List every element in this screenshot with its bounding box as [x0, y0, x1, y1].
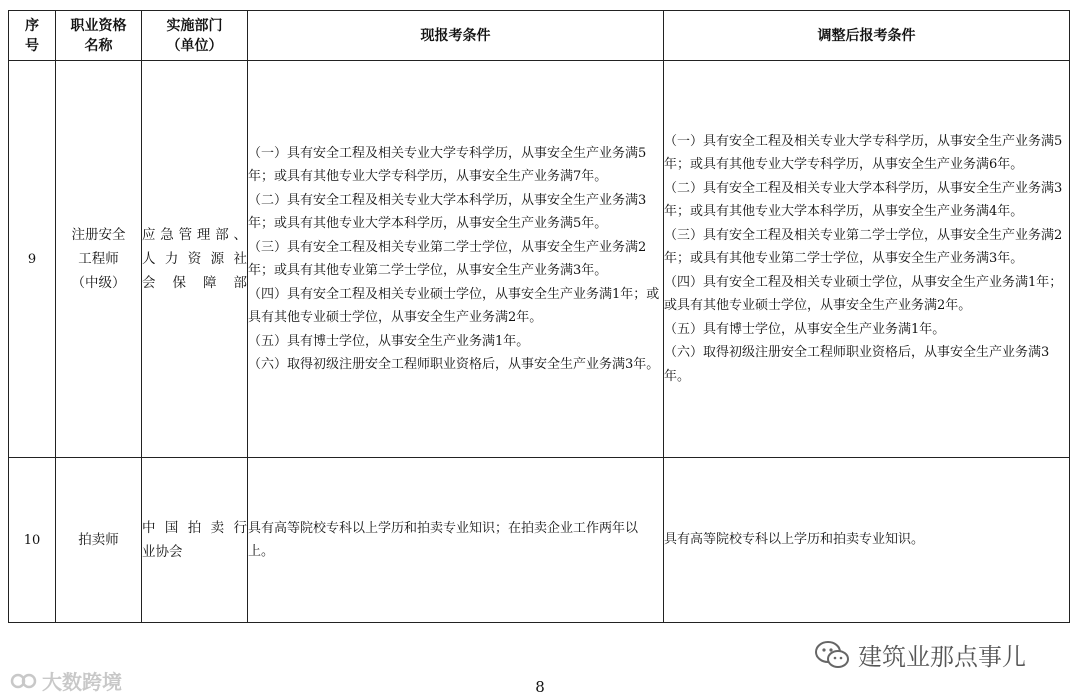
condition-item: （五）具有博士学位，从事安全生产业务满1年。: [664, 321, 946, 337]
condition-item: （二）具有安全工程及相关专业大学本科学历，从事安全生产业务满3年；或具有其他专业大学本科学历，从事安全生产业务满5年。: [248, 192, 647, 231]
row-qualification: 拍卖师: [56, 458, 142, 623]
condition-item: （四）具有安全工程及相关专业硕士学位，从事安全生产业务满1年；或具有其他专业硕士学位，从事安全生产业务满2年。: [664, 274, 1063, 314]
wechat-account-name: 建筑业那点事儿: [858, 643, 1026, 671]
header-qualification: 职业资格 名称: [56, 11, 142, 61]
condition-item: 具有高等院校专科以上学历和拍卖专业知识；在拍卖企业工作两年以上。: [248, 520, 639, 559]
condition-item: （一）具有安全工程及相关专业大学专科学历，从事安全生产业务满5年；或具有其他专业大学专科学历，从事安全生产业务满6年。: [664, 133, 1063, 173]
row-department: 中国拍卖行 业协会: [142, 458, 248, 623]
condition-item: （五）具有博士学位，从事安全生产业务满1年。: [248, 333, 530, 349]
row-seq: 10: [9, 458, 56, 623]
table-row: [9, 61, 1070, 458]
condition-item: （二）具有安全工程及相关专业大学本科学历，从事安全生产业务满3年；或具有其他专业大学本科学历，从事安全生产业务满4年。: [664, 180, 1063, 220]
condition-item: （六）取得初级注册安全工程师职业资格后，从事安全生产业务满3年。: [664, 345, 1050, 384]
qualification-table: [8, 10, 1070, 623]
wechat-watermark: [814, 637, 1026, 672]
row-adjusted-conditions: [664, 458, 1070, 623]
header-adjusted-conditions: 调整后报考条件: [664, 11, 1070, 61]
page-number: 8: [535, 678, 545, 696]
condition-item: （四）具有安全工程及相关专业硕士学位，从事安全生产业务满1年；或具有其他专业硕士学位，从事安全生产业务满2年。: [248, 286, 660, 325]
source-label: 大数跨境: [42, 670, 122, 694]
header-seq: 序 号: [9, 11, 56, 61]
table-header-row: [9, 11, 1070, 61]
wechat-icon: [814, 640, 850, 670]
table-row: [9, 458, 1070, 623]
header-current-conditions: 现报考条件: [248, 11, 664, 61]
row-adjusted-conditions: [664, 61, 1070, 458]
header-department: 实施部门 （单位）: [142, 11, 248, 61]
row-current-conditions: [248, 61, 664, 458]
row-seq: 9: [9, 61, 56, 458]
condition-item: （一）具有安全工程及相关专业大学专科学历，从事安全生产业务满5年；或具有其他专业大学专科学历，从事安全生产业务满7年。: [248, 145, 647, 184]
condition-item: （三）具有安全工程及相关专业第二学士学位，从事安全生产业务满2年；或具有其他专业第二学士学位，从事安全生产业务满3年。: [664, 227, 1063, 267]
row-current-conditions: [248, 458, 664, 623]
row-department: 应急管理部、 人力资源社 会保障部: [142, 61, 248, 458]
row-qualification: 注册安全 工程师 （中级）: [56, 61, 142, 458]
condition-item: （三）具有安全工程及相关专业第二学士学位，从事安全生产业务满2年；或具有其他专业第二学士学位，从事安全生产业务满3年。: [248, 239, 647, 278]
condition-item: （六）取得初级注册安全工程师职业资格后，从事安全生产业务满3年。: [248, 357, 660, 372]
condition-item: 具有高等院校专科以上学历和拍卖专业知识。: [664, 532, 925, 548]
